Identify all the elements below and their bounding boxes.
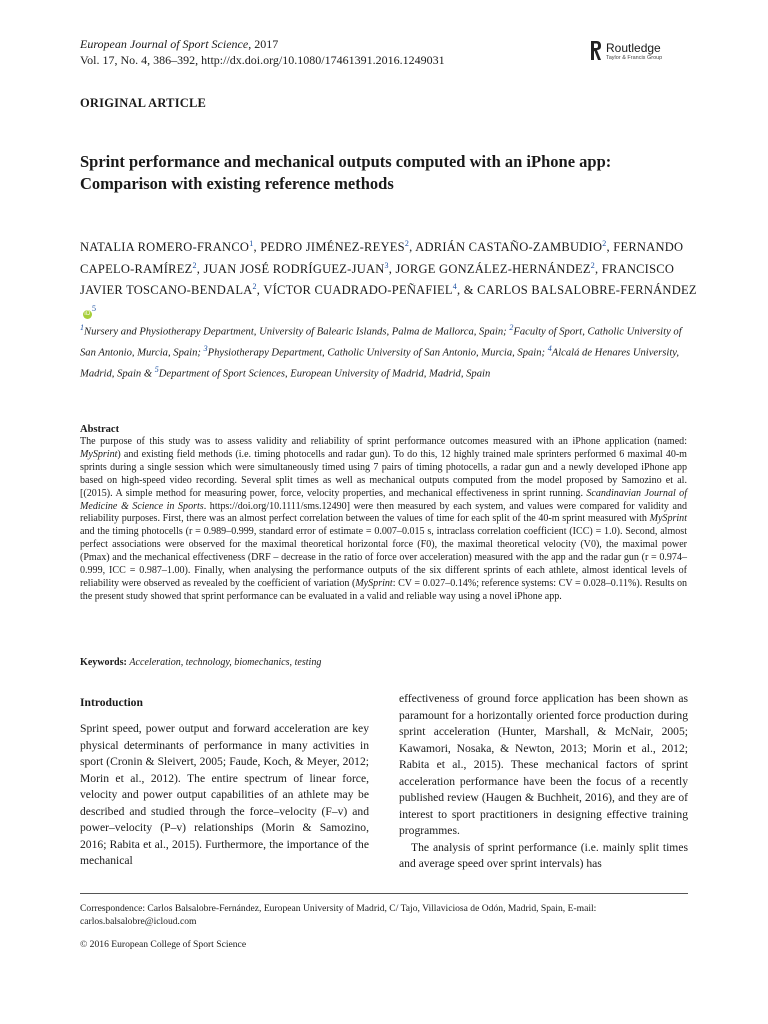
routledge-logo-icon (590, 40, 602, 62)
footnote-divider (80, 893, 688, 894)
article-type: ORIGINAL ARTICLE (80, 96, 207, 110)
journal-year: , 2017 (248, 37, 279, 51)
author-name: FERNANDO CAPELO-RAMÍREZ (80, 240, 684, 276)
correspondence: Correspondence: Carlos Balsalobre-Fernández, European University of Madrid, C/ Tajo, Villaviciosa de Odón, Madrid, Spain, E-mail: carlos.balsalobre@icloud.com (80, 903, 597, 927)
author-name: ADRIÁN CASTAÑO-ZAMBUDIO (415, 240, 603, 255)
affiliation-text: Nursery and Physiotherapy Department, University of Balearic Islands, Palma de Mallorca, Spain; (84, 326, 510, 338)
publisher-name: Routledge (606, 41, 661, 55)
author-name: JORGE GONZÁLEZ-HERNÁNDEZ (395, 261, 591, 276)
author-affiliation-mark: 2 (252, 282, 257, 292)
intro-paragraph-2: effectiveness of ground force application has been shown as paramount for a horizontally oriented force production during sprint acceleration (Hunter, Marshall, & McNair, 2005; Kawamori, Nosaka, & Newton, 2013; Morin et al., 2012; Rabita et al., 2015). These mechanical factors of sprint acceleration performance have been the focus of a recently published review (Haugen & Buchheit, 2016), and they are of interest to sport practitioners in designing effective training programmes. (399, 692, 688, 837)
affiliation-text: Faculty of Sport, Catholic University of San Antonio, Murcia, Spain; (80, 326, 682, 359)
author-name: VÍCTOR CUADRADO-PEÑAFIEL (263, 283, 453, 298)
copyright-notice: © 2016 European College of Sport Science (80, 939, 247, 950)
author-name: JUAN JOSÉ RODRÍGUEZ-JUAN (203, 261, 385, 276)
keywords-label: Keywords: (80, 657, 127, 668)
affiliation-text: Physiotherapy Department, Catholic University of San Antonio, Murcia, Spain; (207, 347, 548, 359)
affiliation-mark: 4 (547, 344, 552, 354)
affiliation-mark: 5 (154, 365, 159, 375)
intro-paragraph-3: The analysis of sprint performance (i.e. mainly split times and average speed over sprint intervals) has (399, 840, 688, 870)
app-name: MySprint (80, 448, 118, 460)
publisher-logo (590, 40, 700, 68)
abstract-text-3: . https://doi.org/10.1111/sms.12490] were then measured by each system, and values were compared for validity and reliability purposes. First, there was an almost perfect correlation between the values of time for each split of the 40-m sprint measured with (80, 500, 687, 525)
intro-paragraph-1: Sprint speed, power output and forward acceleration are key physical determinants of performance in many activities in sport (Cronin & Sleivert, 2005; Faude, Koch, & Meyer, 2012; Morin et al., 2012). The entire spectrum of linear force, velocity and power output capabilities of an athlete may be described and studied through the force–velocity (F–v) and power–velocity (P–v) relationships (Morin & Samozino, 2016; Rabita et al., 2015). Furthermore, the importance of the mechanical (80, 722, 369, 867)
affiliations (80, 320, 692, 383)
author-name: NATALIA ROMERO-FRANCO (80, 240, 250, 255)
cited-journal: Scandinavian Journal of Medicine & Science in Sports (80, 487, 687, 512)
abstract-heading: Abstract (80, 424, 120, 435)
author-affiliation-mark: 1 (249, 239, 254, 248)
author-affiliation-mark: 2 (602, 239, 607, 248)
app-name: MySprint (355, 577, 393, 589)
abstract-text-5: : CV = 0.027–0.14%; reference systems: CV = 0.028–0.11%). Results on the present study showed that sprint performance can be evaluated in a valid and reliable way using a novel iPhone app. (80, 577, 687, 602)
paper-title: Sprint performance and mechanical outputs computed with an iPhone app: Comparison with existing reference methods (80, 152, 612, 193)
affiliation-text: Alcalá de Henares University, Madrid, Spain & (80, 347, 680, 380)
keywords-values: Acceleration, technology, biomechanics, testing (129, 657, 322, 668)
author-affiliation-mark: 4 (452, 282, 458, 292)
author-name: CARLOS BALSALOBRE-FERNÁNDEZ (477, 283, 697, 298)
abstract-text-4: and the timing photocells (r = 0.989–0.999, standard error of estimate = 0.007–0.015 s, intraclass correlation coefficient (ICC) = 1.0). Second, almost perfect associations were observed for the maximal theoretical horizontal force (F0), the maximal theoretical velocity (V0), the maximal power (Pmax) and the mechanical effectiveness (DRF – decrease in the ratio of force over acceleration) measured with the app and the radar gun (r = 0.974–0.999, ICC = 0.987–1.00). Finally, when analysing the performance outputs of the six different sprints of each athlete, almost identical levels of reliability were observed as revealed by the coefficient of variation ( (80, 526, 687, 589)
author-affiliation-mark: 3 (384, 260, 389, 270)
app-name: MySprint (649, 513, 687, 525)
author-name: PEDRO JIMÉNEZ-REYES (260, 240, 405, 255)
right-column (399, 691, 688, 873)
introduction-heading: Introduction (80, 696, 143, 709)
affiliation-mark: 3 (203, 344, 208, 354)
orcid-icon[interactable]: iD (84, 311, 91, 318)
abstract-body (80, 436, 687, 604)
author-list: NATALIA ROMERO-FRANCO$^1$, PEDRO JIMÉNEZ-REYES$^2$, ADRIÁN CASTAÑO-ZAMBUDIO$^2$, FERNANDO CAPELO-RAMÍREZ$^2$, JUAN JOSÉ RODRÍGUEZ-JUAN$^3$, JORGE GONZÁLEZ-HERNÁNDEZ$^2$, FRANCISCO JAVIER TOSCANO-BENDALA$^2$, VÍCTOR CUADRADO-PEÑAFIEL$^4$, & CARLOS BALSALOBRE-FERNÁNDEZiD$^5$ (80, 239, 697, 318)
volume-doi-line: Vol. 17, No. 4, 386–392, http://dx.doi.org/10.1080/17461391.2016.1249031 (80, 53, 445, 67)
abstract-text-2: ) and existing field methods (i.e. timing photocells and radar gun). To do this, 12 highly trained male sprinters performed 6 maximal 40-m sprints during a single session which were simultaneously timed using 7 pairs of timing photocells, a radar gun and a newly developed iPhone app based on high-speed video recording. Several split times as well as mechanical outputs computed from the model proposed by Samozino et al. [(2015). A simple method for measuring power, force, velocity properties, and mechanical effectiveness in sprint running. (80, 448, 687, 499)
journal-name: European Journal of Sport Science (80, 37, 249, 51)
affiliation-mark: 2 (509, 323, 514, 332)
author-affiliation-mark: 2 (590, 260, 595, 270)
abstract-text-1: The purpose of this study was to assess validity and reliability of sprint performance outcomes measured with an iPhone application (named: (80, 436, 687, 447)
affiliation-mark: 1 (80, 323, 84, 332)
journal-citation (80, 36, 445, 68)
publisher-group: Taylor & Francis Group (606, 55, 663, 61)
keywords (80, 657, 687, 668)
author-affiliation-mark: 5 (92, 303, 97, 313)
author-affiliation-mark: 2 (192, 260, 197, 270)
author-affiliation-mark: 2 (404, 239, 410, 248)
affiliation-text: Department of Sport Sciences, European University of Madrid, Madrid, Spain (158, 368, 491, 380)
author-name: FRANCISCO JAVIER TOSCANO-BENDALA (80, 261, 675, 298)
left-column (80, 694, 369, 870)
